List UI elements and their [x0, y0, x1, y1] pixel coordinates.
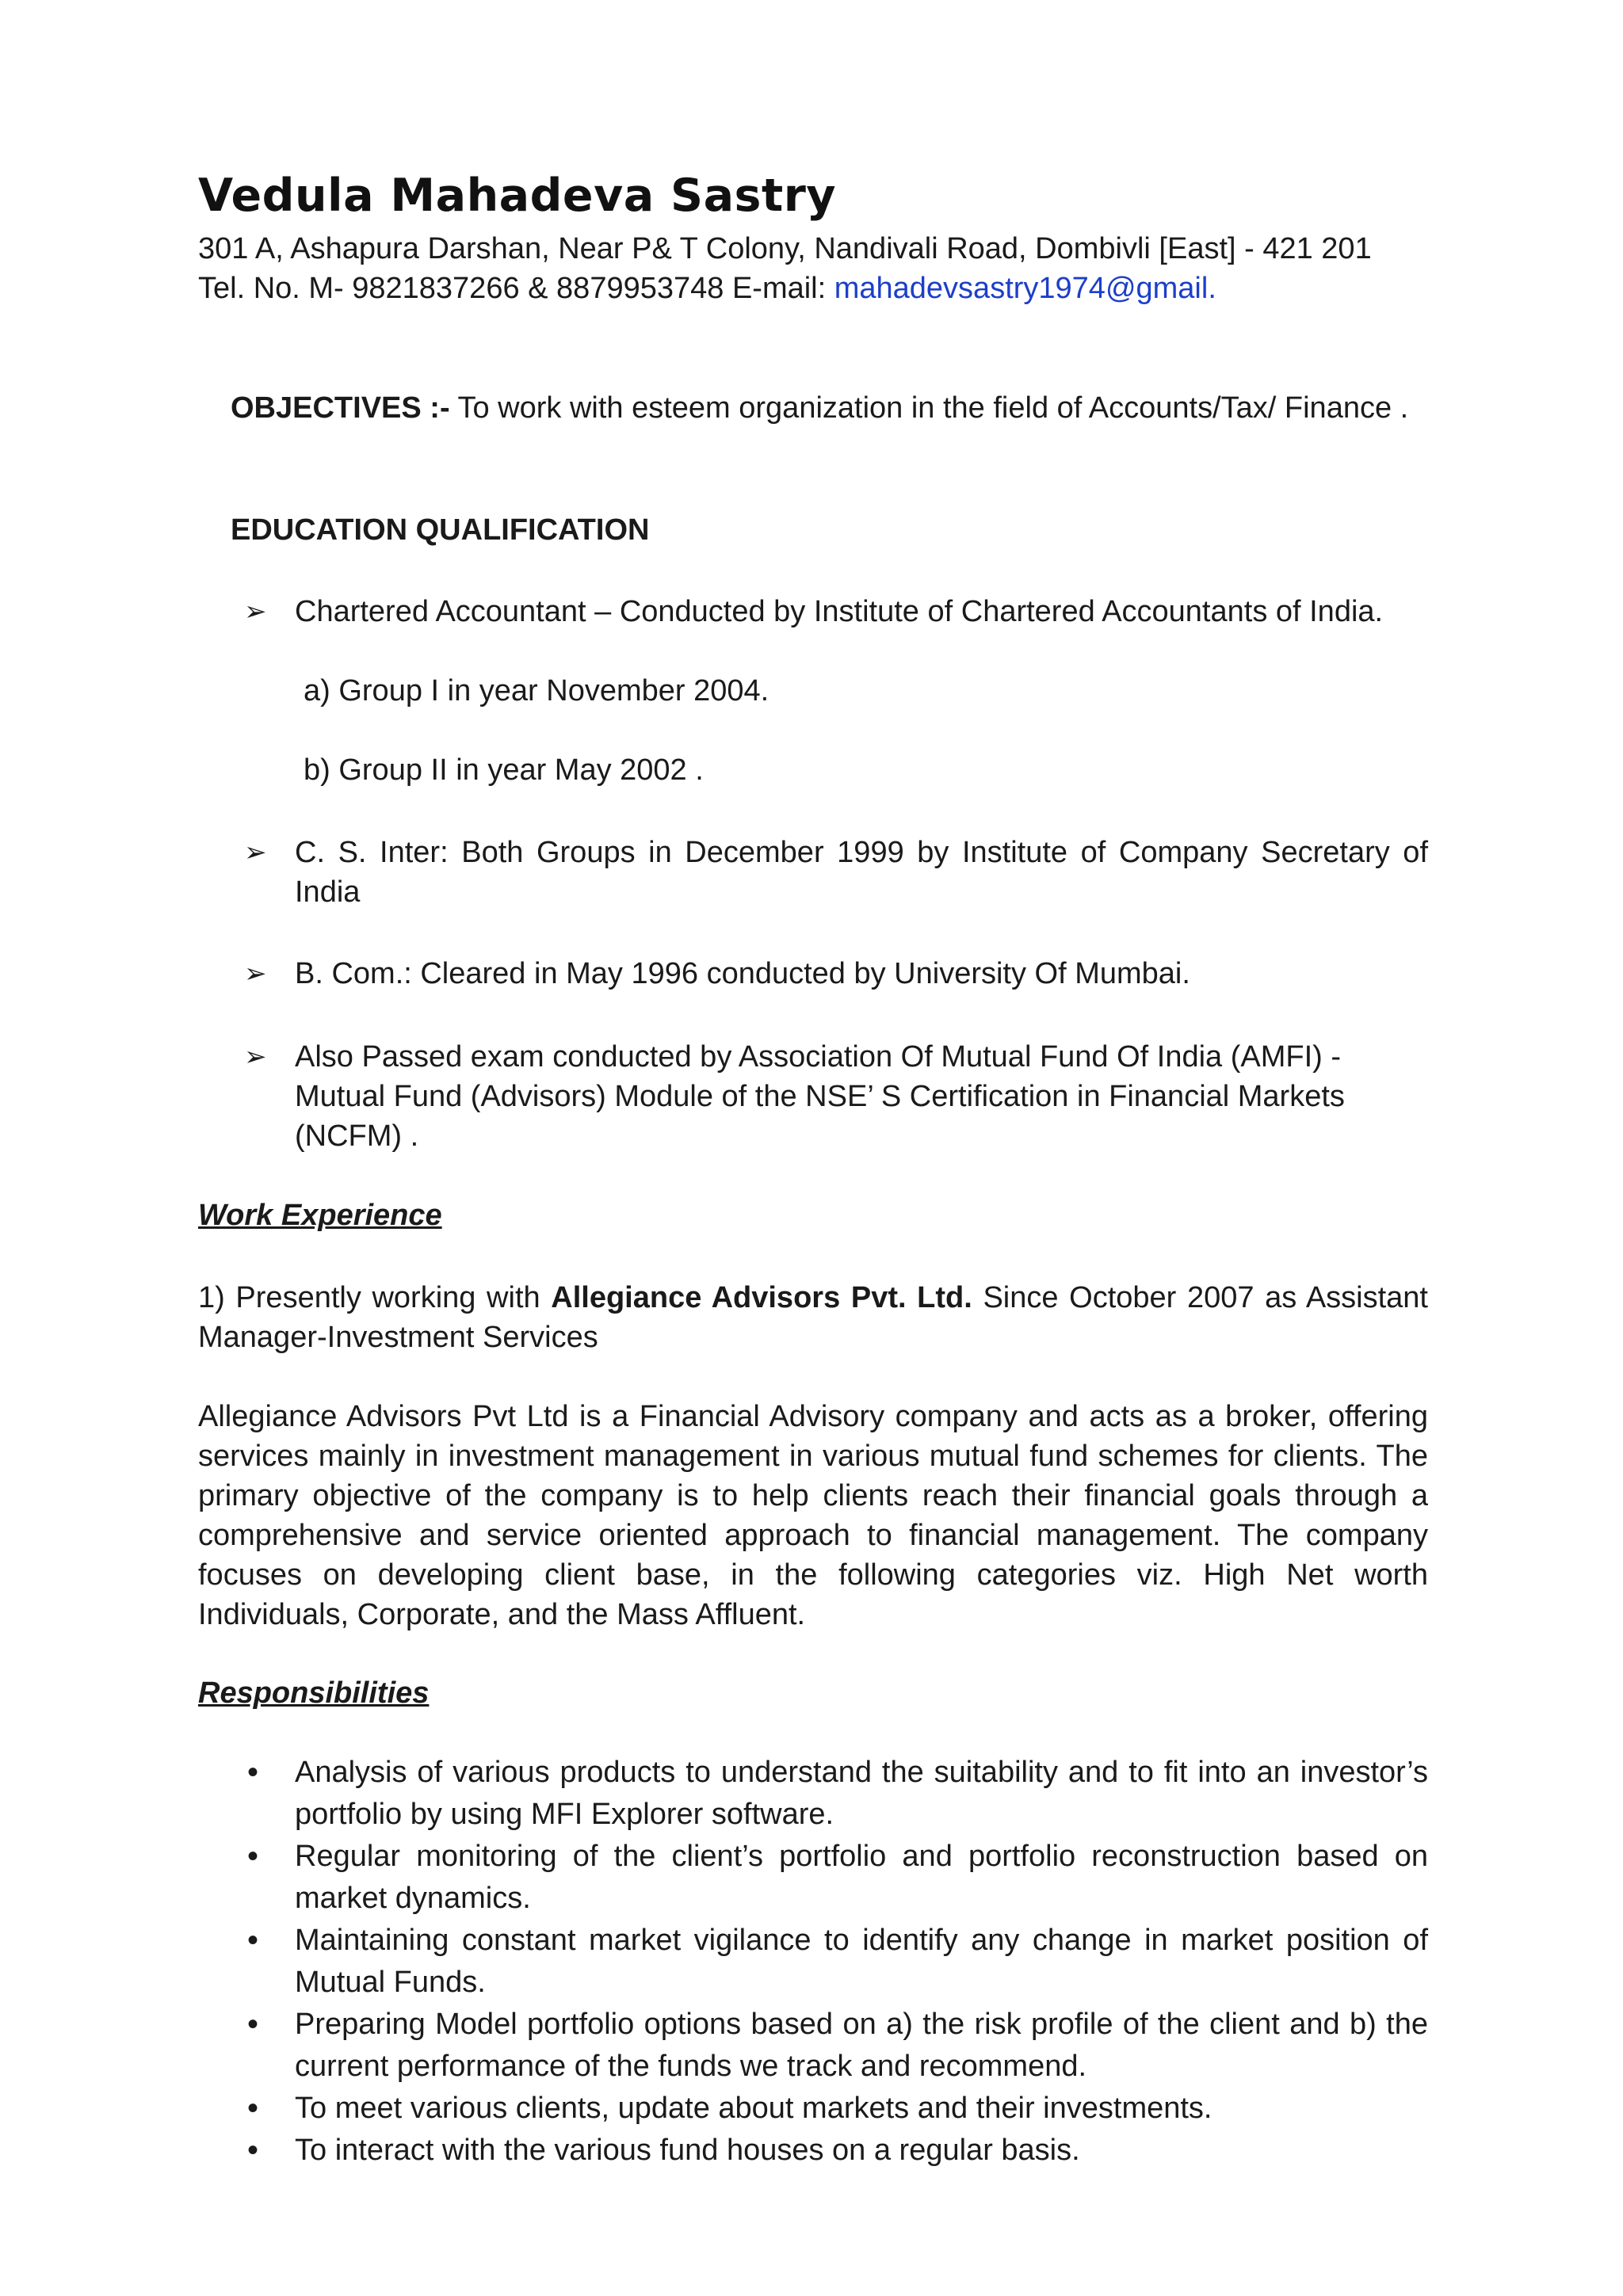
arrow-bullet-icon: ➢	[244, 597, 267, 627]
education-item-ca: Chartered Accountant – Conducted by Institute of Chartered Accountants of India.	[295, 595, 1384, 628]
bullet-dot-icon: •	[247, 1923, 259, 1958]
education-item-amfi: Also Passed exam conducted by Association Of Mutual Fund Of India (AMFI) - Mutual Fund (Advisors) Module of the NSE’ S Certification in Financial Markets (NCFM) .	[295, 1040, 1345, 1153]
email-link[interactable]: mahadevsastry1974@gmail.	[834, 272, 1216, 305]
education-item-bcom: B. Com.: Cleared in May 1996 conducted by University Of Mumbai.	[295, 957, 1190, 990]
objectives-line	[231, 388, 1408, 428]
list-item-text: Maintaining constant market vigilance to identify any change in market position of Mutual Funds.	[295, 1924, 1428, 1999]
list-item	[238, 1836, 1428, 1920]
objectives-label: OBJECTIVES :-	[231, 391, 450, 425]
objectives-text: To work with esteem organization in the field of Accounts/Tax/ Finance .	[449, 391, 1409, 425]
education-item-cs: C. S. Inter: Both Groups in December 1999 by Institute of Company Secretary of India	[295, 836, 1428, 909]
bullet-dot-icon: •	[247, 2133, 259, 2168]
work-intro-prefix: 1) Presently working with	[198, 1281, 552, 1314]
contact-line	[198, 269, 1216, 308]
bullet-dot-icon: •	[247, 2091, 259, 2126]
work-intro	[198, 1278, 1428, 1357]
list-item-text: To interact with the various fund houses on a regular basis.	[295, 2134, 1080, 2167]
list-item-text: To meet various clients, update about markets and their investments.	[295, 2092, 1212, 2125]
responsibilities-list	[238, 1752, 1428, 2172]
arrow-bullet-icon: ➢	[244, 959, 267, 989]
list-item-text: Preparing Model portfolio options based on a) the risk profile of the client and b) the current performance of the funds we track and recommend.	[295, 2008, 1428, 2083]
list-item-text: Analysis of various products to understand the suitability and to fit into an investor’s portfolio by using MFI Explorer software.	[295, 1756, 1428, 1831]
bullet-dot-icon: •	[247, 1755, 259, 1790]
education-ca-group-1: a) Group I in year November 2004.	[304, 674, 769, 707]
list-item	[238, 2004, 1428, 2088]
company-description: Allegiance Advisors Pvt Ltd is a Financial Advisory company and acts as a broker, offering services mainly in investment management in various mutual fund schemes for clients. The primary objective of the company is to help clients reach their financial goals through a comprehensive and service oriented approach to financial management. The company focuses on developing client base, in the following categories viz. High Net worth Individuals, Corporate, and the Mass Affluent.	[198, 1400, 1428, 1631]
responsibilities-heading: Responsibilities	[198, 1676, 430, 1710]
arrow-bullet-icon: ➢	[244, 1042, 267, 1072]
list-item	[238, 2088, 1428, 2130]
arrow-bullet-icon: ➢	[244, 837, 267, 868]
list-item	[238, 2130, 1428, 2172]
work-intro-suffix: Since October 2007 as Assistant Manager-Investment Services	[198, 1281, 1428, 1354]
education-ca-group-2: b) Group II in year May 2002 .	[304, 753, 704, 787]
education-heading: EDUCATION QUALIFICATION	[231, 513, 650, 547]
company-name: Allegiance Advisors Pvt. Ltd.	[551, 1281, 972, 1314]
list-item	[238, 1920, 1428, 2004]
list-item-text: Regular monitoring of the client’s portfolio and portfolio reconstruction based on market dynamics.	[295, 1840, 1428, 1915]
bullet-dot-icon: •	[247, 1839, 259, 1874]
telephone-text: Tel. No. M- 9821837266 & 8879953748 E-mail:	[198, 272, 834, 305]
candidate-name: Vedula Mahadeva Sastry	[198, 170, 836, 222]
bullet-dot-icon: •	[247, 2007, 259, 2042]
list-item	[238, 1752, 1428, 1836]
work-experience-heading: Work Experience	[198, 1199, 442, 1232]
address-line: 301 A, Ashapura Darshan, Near P& T Colony, Nandivali Road, Dombivli [East] - 421 201	[198, 232, 1372, 265]
